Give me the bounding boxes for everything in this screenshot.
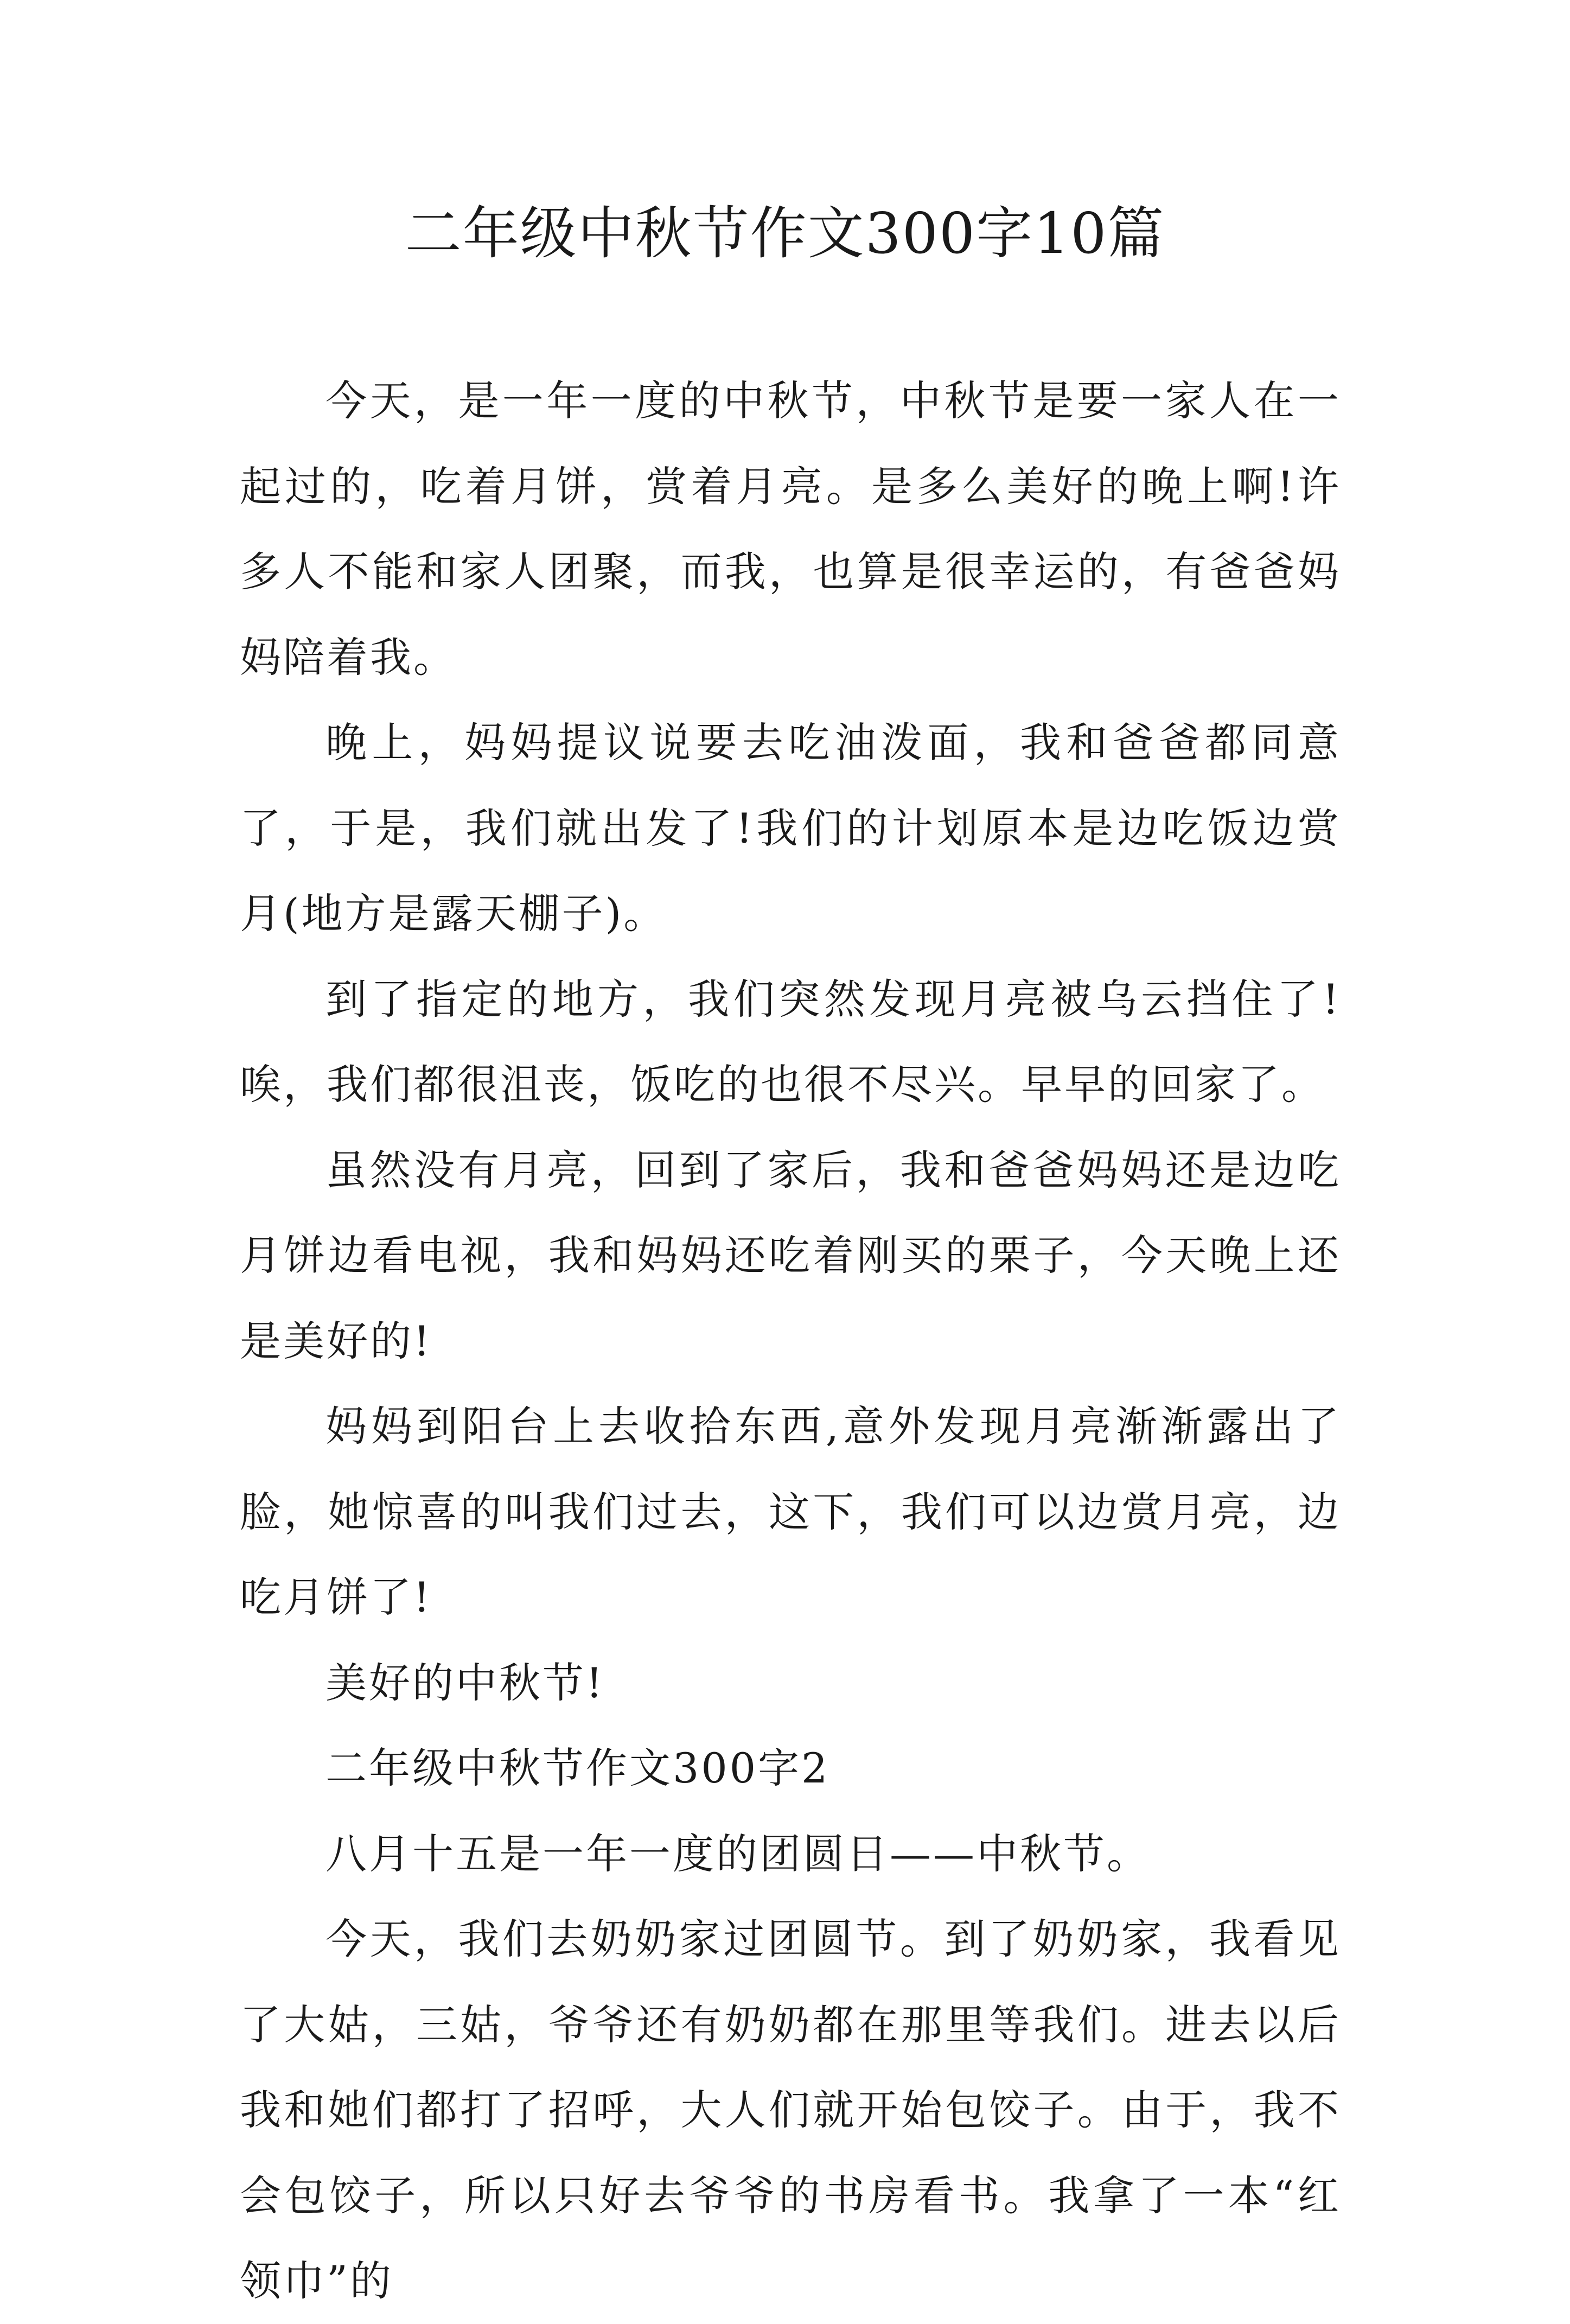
- paragraph: 今天，我们去奶奶家过团圆节。到了奶奶家，我看见了大姑，三姑，爷爷还有奶奶都在那里等我们。进去以后我和她们都打了招呼，大人们就开始包饺子。由于，我不会包饺子，所以只好去爷爷的书房看书。我拿了一本“红领巾”的: [240, 1915, 1341, 2305]
- paragraph: 今天，是一年一度的中秋节，中秋节是要一家人在一起过的，吃着月饼，赏着月亮。是多么美好的晚上啊!许多人不能和家人团聚，而我，也算是很幸运的，有爸爸妈妈陪着我。: [240, 377, 1341, 682]
- section-heading: 二年级中秋节作文300字2: [326, 1744, 830, 1792]
- document-title: 二年级中秋节作文300字10篇: [405, 200, 1165, 266]
- paragraph: 妈妈到阳台上去收拾东西,意外发现月亮渐渐露出了脸，她惊喜的叫我们过去，这下，我们可以边赏月亮，边吃月饼了!: [240, 1402, 1341, 1621]
- paragraph: 八月十五是一年一度的团圆日——中秋节。: [326, 1829, 1150, 1878]
- paragraph: 美好的中秋节!: [326, 1658, 605, 1707]
- document-body: [240, 358, 1341, 2324]
- paragraph: 到了指定的地方，我们突然发现月亮被乌云挡住了!唉，我们都很沮丧，饭吃的也很不尽兴。早早的回家了。: [240, 975, 1341, 1109]
- paragraph: 虽然没有月亮，回到了家后，我和爸爸妈妈还是边吃月饼边看电视，我和妈妈还吃着刚买的栗子，今天晚上还是美好的!: [240, 1145, 1341, 1365]
- paragraph: 晚上，妈妈提议说要去吃油泼面，我和爸爸都同意了，于是，我们就出发了!我们的计划原本是边吃饭边赏月(地方是露天棚子)。: [240, 718, 1341, 938]
